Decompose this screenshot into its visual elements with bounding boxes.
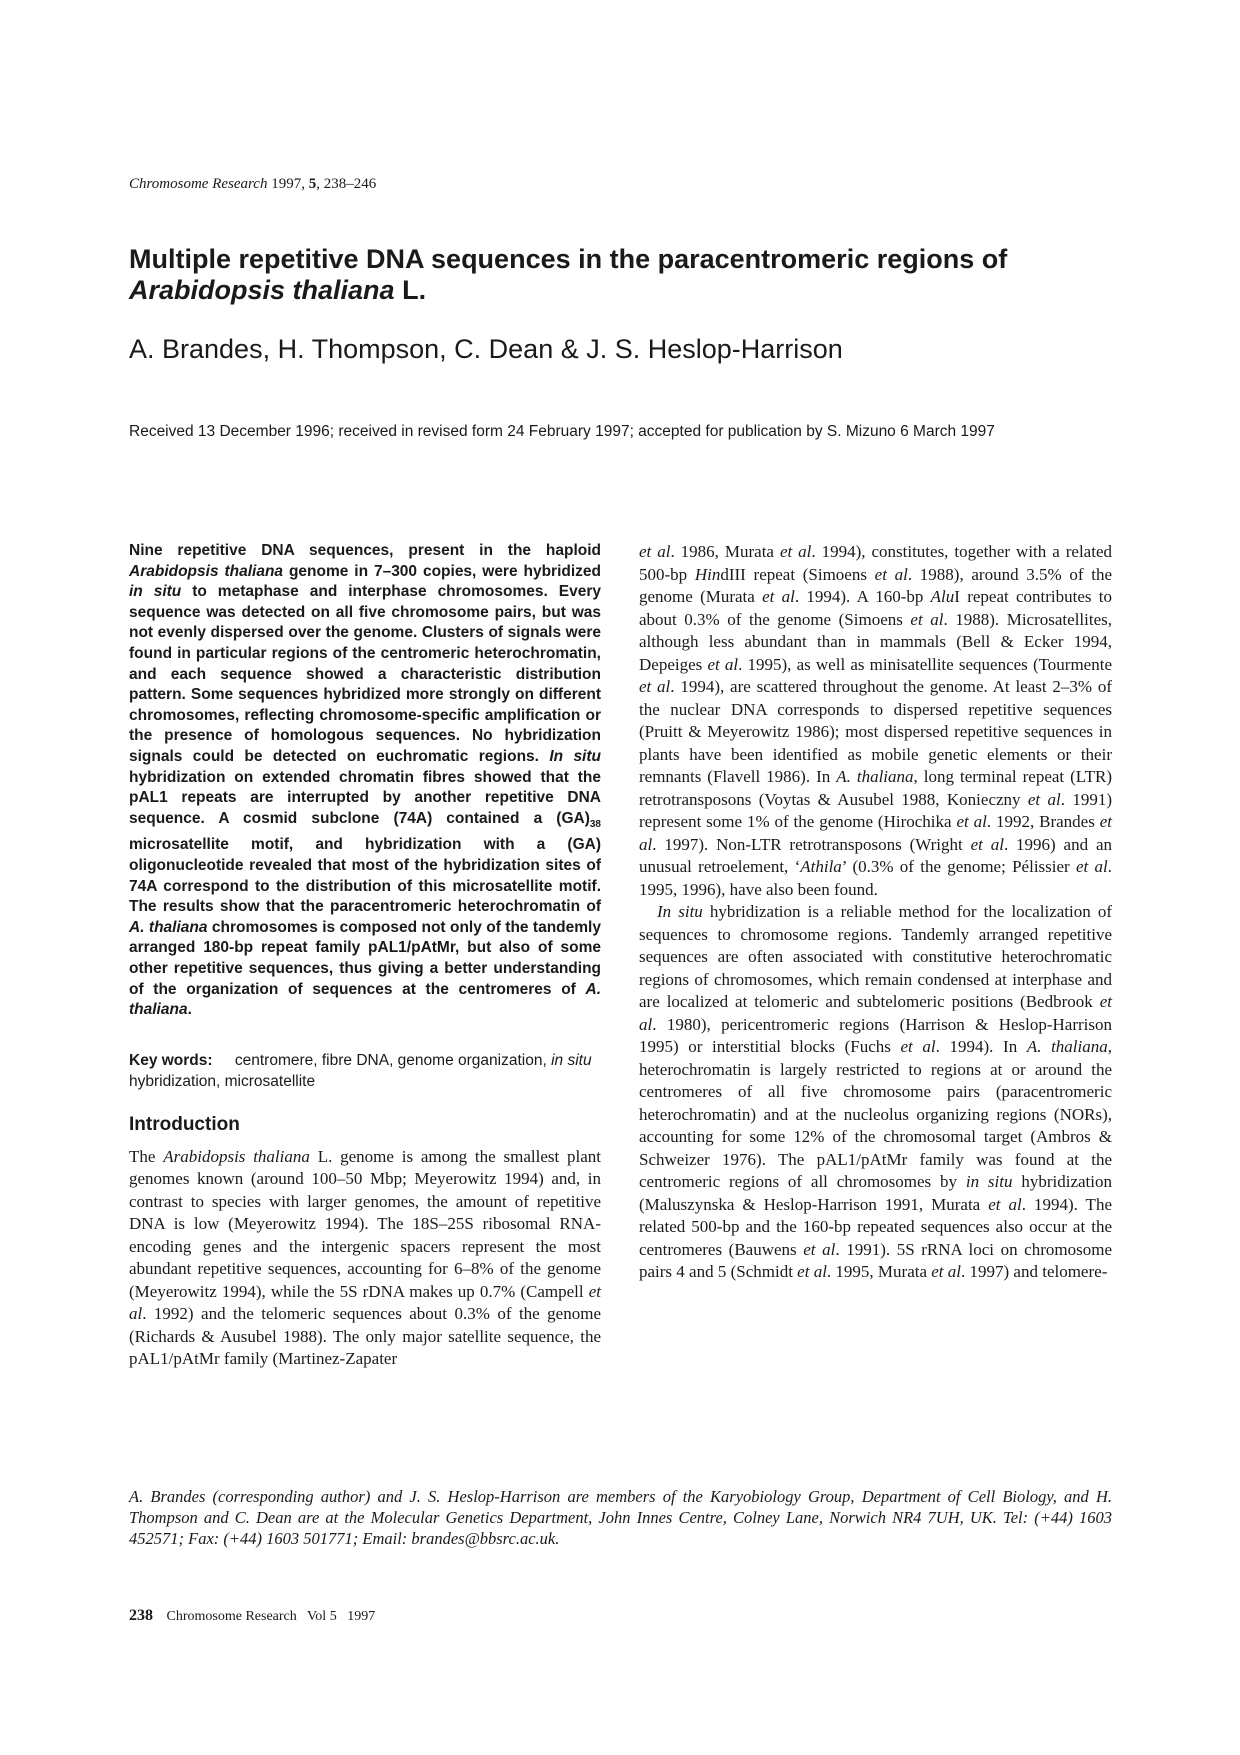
journal-header bbox=[129, 176, 376, 193]
species-name: A. thaliana bbox=[1026, 1037, 1108, 1056]
element-name: Athila bbox=[800, 857, 842, 876]
title-line1: Multiple repetitive DNA sequences in the paracentromeric regions of bbox=[129, 244, 1008, 274]
keywords-label: Key words: bbox=[129, 1051, 213, 1069]
journal-pages: , 238–246 bbox=[316, 176, 377, 192]
abstract-species: A. thaliana bbox=[129, 918, 208, 936]
body-text: . 1994). In bbox=[935, 1037, 1018, 1056]
body-text: . 1994), are scattered throughout the genome. At least 2–3% of the nuclear DNA corresponds to dispersed repetitive sequences (Pruitt & Meyerowitz 1986); most dispersed repetitive sequences in plants have been identified as mobile genetic elements or their remnants (Flavell 1986). In bbox=[639, 677, 1113, 786]
body-text: hybridization (Maluszynska & Heslop-Harrison 1991, Murata bbox=[639, 1172, 1112, 1214]
body-text: . 1995, 1996), have also been found. bbox=[639, 857, 1112, 899]
right-paragraph-1 bbox=[639, 541, 1112, 901]
keywords-text: hybridization, microsatellite bbox=[129, 1072, 316, 1090]
et-al: et al bbox=[639, 677, 671, 696]
abstract-text: genome in 7–300 copies, were hybridized bbox=[288, 562, 601, 580]
body-text: . 1991) represent some 1% of the genome (Hirochika bbox=[639, 789, 1112, 831]
abstract-subscript: 38 bbox=[589, 818, 601, 830]
right-paragraph-2 bbox=[639, 901, 1112, 1284]
title-species: Arabidopsis thaliana bbox=[129, 275, 395, 305]
body-text: . 1988), around 3.5% of the genome (Murata bbox=[639, 564, 1112, 606]
author-list: A. Brandes, H. Thompson, C. Dean & J. S. Heslop-Harrison bbox=[129, 334, 843, 364]
enzyme-name: Alu bbox=[930, 587, 955, 606]
insitu-term: in situ bbox=[965, 1172, 1013, 1191]
right-column bbox=[639, 541, 1112, 1284]
journal-name: Chromosome Research bbox=[129, 176, 268, 192]
insitu-term: In situ bbox=[657, 902, 703, 921]
abstract-species: A. thaliana bbox=[129, 980, 601, 1019]
body-text: I repeat contributes to about 0.3% of the genome (Simoens bbox=[639, 587, 1112, 629]
keywords-text: centromere, fibre DNA, genome organization, bbox=[234, 1051, 547, 1069]
left-column bbox=[129, 541, 601, 1371]
body-text: . 1992) and the telomeric sequences about 0.3% of the genome (Richards & Ausubel 1988). The only major satellite sequence, the pAL1/pAtMr family (Martinez-Zapater bbox=[129, 1304, 601, 1369]
body-text: The bbox=[129, 1146, 156, 1166]
body-text: . 1988). Microsatellites, although less abundant than in mammals (Bell & Ecker 1994, Depeiges bbox=[639, 609, 1112, 674]
abstract-text: microsatellite motif, and hybridization with a (GA) oligonucleotide revealed that most of the hybridization sites of 74A correspond to the distribution of this microsatellite motif. The results show that the paracentromeric heterochromatin of bbox=[129, 836, 601, 916]
abstract-text: hybridization on extended chromatin fibres showed that the pAL1 repeats are interrupted by another repetitive DNA sequence. A cosmid subclone (74A) contained a (GA) bbox=[129, 768, 601, 827]
keywords-insitu: in situ bbox=[551, 1051, 592, 1069]
author-affiliation: A. Brandes (corresponding author) and J. S. Heslop-Harrison are members of the Karyobiology Group, Department of Cell Biology, and H. Thompson and C. Dean are at the Molecular Genetics Department, John Innes Centre, Colney Lane, Norwich NR4 7UH, UK. Tel: (+44) 1603 452571; Fax: (+44) 1603 501771; Email: brandes@bbsrc.ac.uk. bbox=[129, 1487, 1112, 1548]
species-name: A. thaliana bbox=[836, 767, 914, 786]
body-text: ’ (0.3% of the genome; Pélissier bbox=[841, 857, 1070, 876]
enzyme-name: Hin bbox=[694, 564, 721, 584]
body-text: . 1997). Non-LTR retrotransposons (Wright bbox=[652, 834, 963, 854]
et-al: et al bbox=[1027, 789, 1061, 809]
body-text: . 1995, Murata bbox=[826, 1262, 928, 1281]
et-al: et al bbox=[797, 1262, 827, 1281]
body-text: . 1994). The related 500-bp and the 160-bp repeated sequences also occur at the centromeres (Bauwens bbox=[639, 1194, 1112, 1259]
body-text: . 1994). A 160-bp bbox=[794, 587, 924, 606]
et-al: et al bbox=[988, 1194, 1022, 1214]
et-al: et al bbox=[707, 654, 739, 674]
body-text: L. genome is among the smallest plant genomes known (around 100–50 Mbp; Meyerowitz 1994) and, in contrast to species with larger genomes, the amount of repetitive DNA is low (Meyerowitz 1994). The 18S–25S ribosomal RNA-encoding genes and the intergenic spacers represent the most abundant repetitive sequences, accounting for 6–8% of the genome (Meyerowitz 1994), while the 5S rDNA makes up 0.7% (Campell bbox=[129, 1146, 601, 1301]
body-text: . 1991). 5S rRNA loci on chromosome pairs 4 and 5 (Schmidt bbox=[639, 1239, 1112, 1281]
article-title bbox=[129, 244, 1119, 306]
body-text: . 1992, Brandes bbox=[986, 812, 1095, 831]
et-al: et al bbox=[910, 609, 944, 629]
page-footer bbox=[129, 1607, 375, 1625]
abstract-text: to metaphase and interphase chromosomes. Every sequence was detected on all five chromosome pairs, but was not evenly dispersed over the genome. Clusters of signals were found in particular regions of the centromeric heterochromatin, and each sequence showed a characteristic distribution pattern. Some sequences hybridized more strongly on different chromosomes, reflecting chromosome-specific amplification or the presence of homologous sequences. No hybridization signals could be detected on euchromatic regions. bbox=[129, 583, 601, 765]
keywords bbox=[129, 1050, 601, 1092]
body-text: hybridization is a reliable method for the localization of sequences to chromosome regions. Tandemly arranged repetitive sequences are often associated with constitutive heterochromatic regions of chromosomes, which remain condensed at interphase and are localized at telomeric and subtelomeric positions (Bedbrook bbox=[639, 902, 1112, 1011]
et-al: et al bbox=[129, 1281, 602, 1324]
body-text: . 1980), pericentromeric regions (Harrison & Heslop-Harrison 1995) or interstitial blocks (Fuchs bbox=[639, 1014, 1112, 1056]
et-al: et al bbox=[900, 1037, 936, 1056]
body-text: , long terminal repeat (LTR) retrotransposons (Voytas & Ausubel 1988, Konieczny bbox=[639, 767, 1112, 809]
page-number: 238 bbox=[129, 1607, 153, 1624]
footer-journal: Chromosome Research Vol 5 1997 bbox=[166, 1609, 376, 1624]
body-text: . 1997) and telomere- bbox=[961, 1262, 1108, 1281]
et-al: et al bbox=[956, 812, 987, 831]
body-text: . 1994), constitutes, together with a related 500-bp bbox=[639, 542, 1112, 584]
intro-paragraph bbox=[129, 1146, 601, 1371]
abstract-insitu: in situ bbox=[129, 583, 182, 601]
body-text: . 1986, Murata bbox=[670, 542, 774, 561]
abstract-text: chromosomes is composed not only of the tandemly arranged 180-bp repeat family pAL1/pAtMr, but also of some other repetitive sequences, thus giving a better understanding of the organization of sequences at the centromeres of bbox=[129, 918, 601, 998]
journal-volume: 5 bbox=[308, 176, 317, 192]
journal-year: 1997, bbox=[271, 176, 305, 192]
section-heading-introduction: Introduction bbox=[129, 1113, 240, 1135]
title-suffix: L. bbox=[402, 275, 427, 305]
et-al: et al bbox=[970, 834, 1004, 854]
et-al: et al bbox=[874, 564, 908, 584]
et-al: et al bbox=[779, 542, 812, 561]
abstract-species: Arabidopsis thaliana bbox=[129, 562, 284, 580]
received-dates: Received 13 December 1996; received in revised form 24 February 1997; accepted for publication by S. Mizuno 6 March 1997 bbox=[129, 423, 995, 440]
body-text: . 1995), as well as minisatellite sequences (Tourmente bbox=[738, 654, 1112, 674]
et-al: et al bbox=[639, 992, 1112, 1034]
abstract-text: . bbox=[187, 1001, 192, 1019]
body-text: , heterochromatin is largely restricted to regions at or around the centromeres of all five chromosome pairs (paracentromeric heterochromatin) and at the nucleolus organizing regions (NORs), accounting for some 12% of the chromosomal target (Ambros & Schweizer 1976). The pAL1/pAtMr family was found at the centromeric regions of all chromosomes by bbox=[639, 1037, 1113, 1191]
abstract-text: Nine repetitive DNA sequences, present in the haploid bbox=[129, 542, 601, 559]
species-name: Arabidopsis thaliana bbox=[163, 1146, 310, 1166]
et-al: et al bbox=[803, 1239, 836, 1259]
abstract-insitu: In situ bbox=[549, 747, 601, 765]
et-al: et al bbox=[639, 542, 671, 561]
body-text: . 1996) and an unusual retroelement, ‘ bbox=[639, 834, 1112, 876]
et-al: et al bbox=[762, 587, 795, 606]
et-al: et al bbox=[639, 812, 1112, 854]
et-al: et al bbox=[931, 1262, 962, 1281]
et-al: et al bbox=[1075, 857, 1108, 876]
body-text: dIII repeat (Simoens bbox=[720, 564, 867, 584]
abstract bbox=[129, 541, 601, 1021]
